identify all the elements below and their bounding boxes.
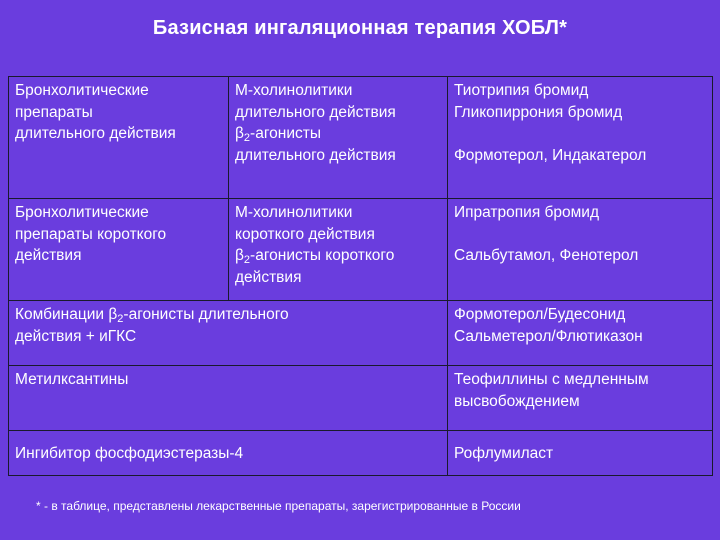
table-cell: Бронхолитические препараты короткого действия — [9, 199, 229, 301]
table-row — [9, 77, 713, 199]
table-cell: Бронхолитические препараты длительного действия — [9, 77, 229, 199]
table-cell: Тиотрипия бромид Гликопиррония бромид Формотерол, Индакатерол — [448, 77, 713, 199]
table-cell: Комбинации $\beta_2$-агонисты длительного действия + иГКС — [9, 301, 448, 366]
table-row — [9, 199, 713, 301]
table-cell: М-холинолитики короткого действия $\beta_2$-агонисты короткого действия — [229, 199, 448, 301]
table-cell: Формотерол/Будесонид Сальметерол/Флютиказон — [448, 301, 713, 366]
table-cell: Метилксантины — [9, 366, 448, 431]
table-row — [9, 366, 713, 431]
slide-title: Базисная ингаляционная терапия ХОБЛ* — [152, 17, 568, 39]
table-row — [9, 431, 713, 476]
table-cell: Ингибитор фосфодиэстеразы-4 — [9, 431, 448, 476]
table-cell: Теофиллины с медленным высвобождением — [448, 366, 713, 431]
table-cell: М-холинолитики длительного действия $\beta_2$-агонисты длительного действия — [229, 77, 448, 199]
table-cell: Рофлумиласт — [448, 431, 713, 476]
therapy-table — [8, 76, 713, 476]
footnote: * - в таблице, представлены лекарственные препараты, зарегистрированные в России — [36, 499, 521, 513]
table-row — [9, 301, 713, 366]
table-cell: Ипратропия бромид Сальбутамол, Фенотерол — [448, 199, 713, 301]
